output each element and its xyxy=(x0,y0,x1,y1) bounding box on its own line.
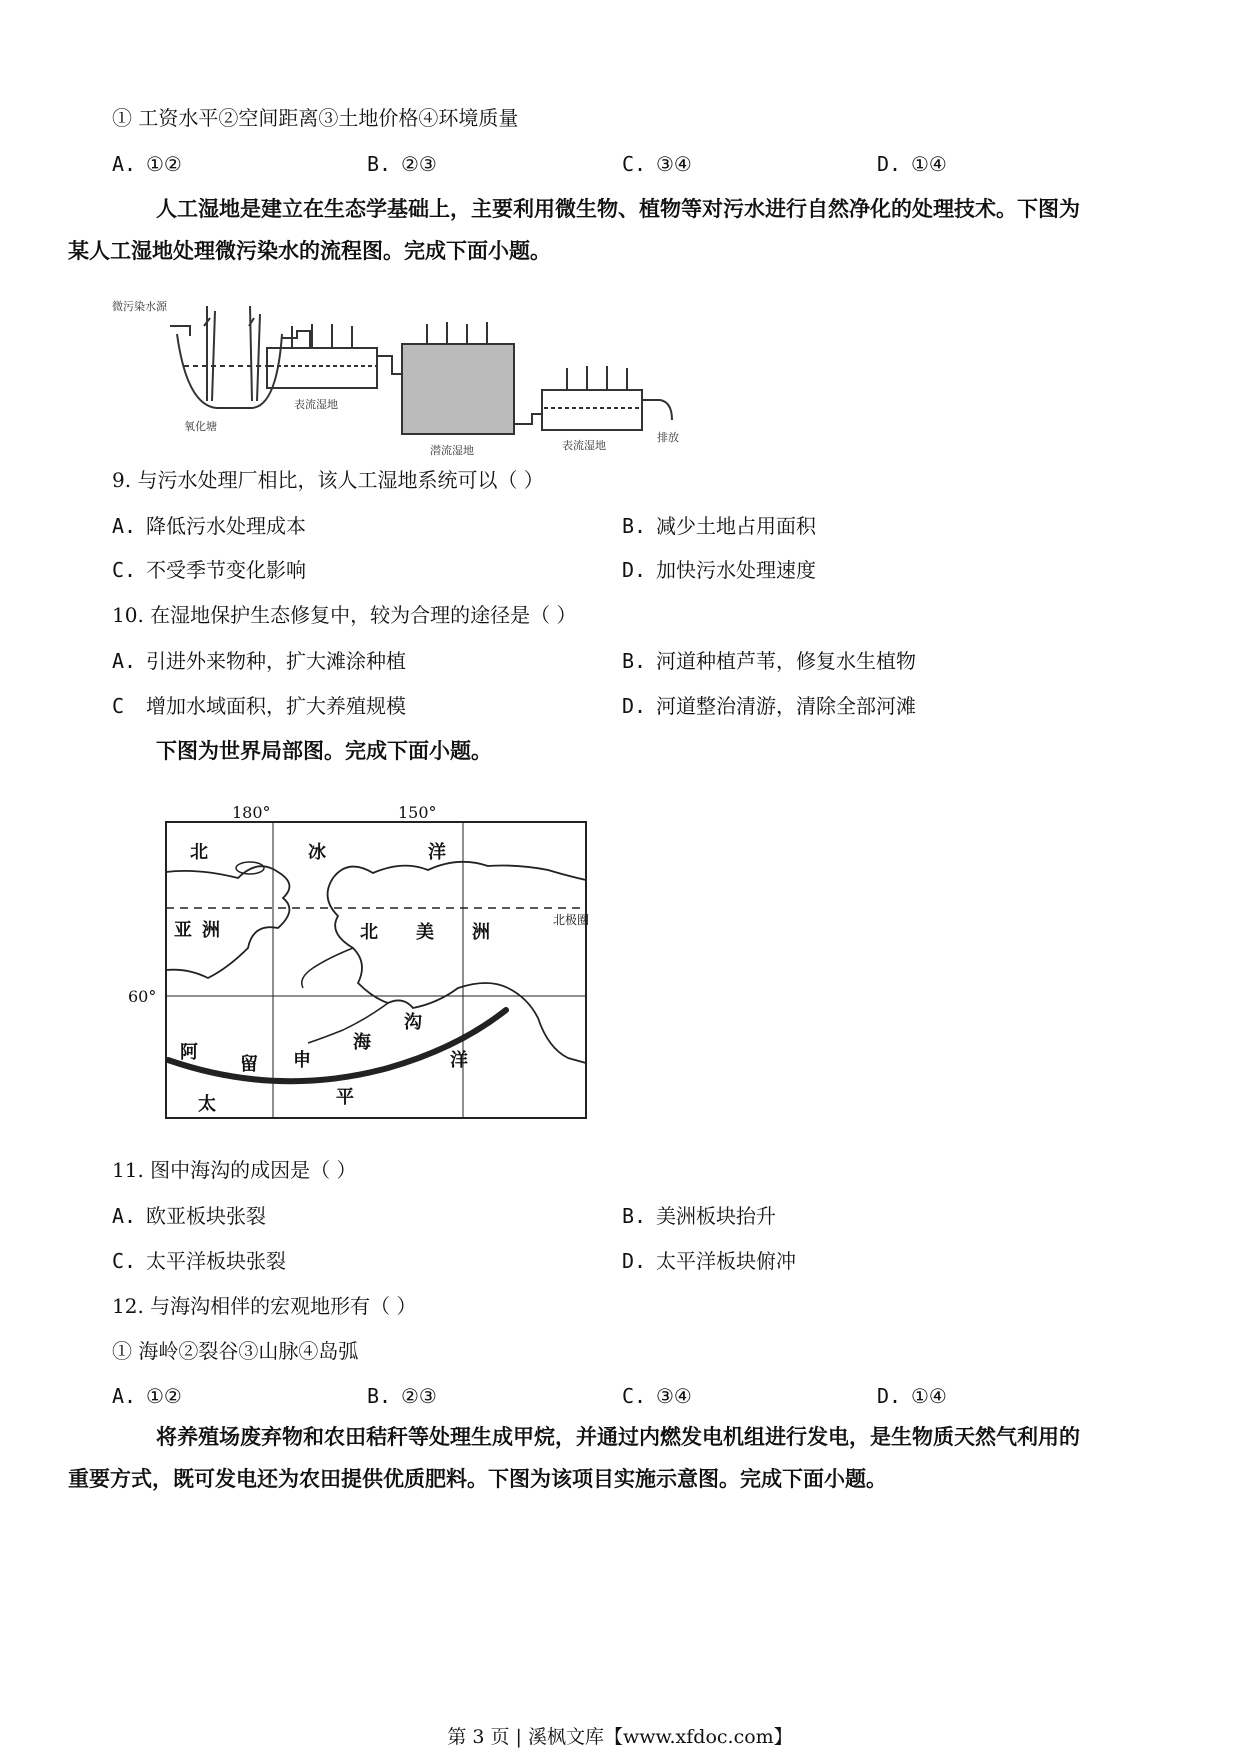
q10-option-c: C 增加水域面积，扩大养殖规模 xyxy=(112,694,406,718)
q11-option-b: B. 美洲板块抬升 xyxy=(622,1204,776,1228)
q11-option-c: C. 太平洋板块张裂 xyxy=(112,1249,286,1273)
q12-factors: ① 海岭②裂谷③山脉④岛弧 xyxy=(112,1339,359,1363)
map-label-bing: 冰 xyxy=(308,842,326,863)
world-partial-map xyxy=(128,798,598,1128)
passage-wetland xyxy=(68,188,1130,272)
map-label-zhou2: 洲 xyxy=(472,922,490,943)
passage-biogas-line2: 重要方式，既可发电还为农田提供优质肥料。下图为该项目实施示意图。完成下面小题。 xyxy=(68,1467,887,1491)
map-label-hai: 海 xyxy=(353,1032,371,1053)
map-label-zhou1: 洲 xyxy=(202,920,220,941)
lat-60-label: 60° xyxy=(128,987,157,1006)
passage-biogas-line1: 将养殖场废弃物和农田秸秆等处理生成甲烷，并通过内燃发电机组进行发电，是生物质天然气利用的 xyxy=(156,1425,1080,1449)
map-label-yang: 洋 xyxy=(428,842,446,863)
label-surface-wetland-1: 表流湿地 xyxy=(294,398,338,411)
passage-biogas xyxy=(68,1416,1130,1500)
label-inflow: 微污染水源 xyxy=(112,300,167,313)
q11-option-a: A. 欧亚板块张裂 xyxy=(112,1204,266,1228)
q12-option-b: B. ②③ xyxy=(367,1384,437,1408)
map-label-bei: 北 xyxy=(190,842,208,863)
passage-wetland-line1: 人工湿地是建立在生态学基础上，主要利用微生物、植物等对污水进行自然净化的处理技术。下图为 xyxy=(156,197,1080,221)
q9-option-a: A. 降低污水处理成本 xyxy=(112,514,306,538)
q10-option-b: B. 河道种植芦苇，修复水生植物 xyxy=(622,649,916,673)
map-label-bei2: 北 xyxy=(360,922,378,943)
q8-option-b: B. ②③ xyxy=(367,152,437,176)
map-label-a: 阿 xyxy=(180,1042,198,1063)
map-label-ya: 亚 xyxy=(174,920,192,941)
map-label-gou: 沟 xyxy=(404,1012,422,1033)
arctic-circle-label: 北极圈 xyxy=(553,913,590,927)
lon-150-label: 150° xyxy=(398,803,437,822)
map-label-yang2: 洋 xyxy=(450,1050,468,1071)
label-discharge: 排放 xyxy=(657,431,679,444)
q8-option-a: A. ①② xyxy=(112,152,182,176)
q9-option-b: B. 减少土地占用面积 xyxy=(622,514,816,538)
page-footer: 第 3 页 | 溪枫文库【www.xfdoc.com】 xyxy=(447,1726,793,1748)
q12-option-d: D. ①④ xyxy=(877,1384,947,1408)
passage-world-map: 下图为世界局部图。完成下面小题。 xyxy=(156,739,492,763)
map-label-liu: 留 xyxy=(240,1054,258,1075)
q12-stem: 12. 与海沟相伴的宏观地形有（ ） xyxy=(112,1294,417,1318)
label-oxidation-pond: 氧化塘 xyxy=(184,420,217,433)
q10-option-d: D. 河道整治清游，清除全部河滩 xyxy=(622,694,916,718)
map-label-shen: 申 xyxy=(293,1050,311,1071)
q11-option-d: D. 太平洋板块俯冲 xyxy=(622,1249,796,1273)
q9-option-c: C. 不受季节变化影响 xyxy=(112,558,306,582)
q12-option-a: A. ①② xyxy=(112,1384,182,1408)
map-label-mei: 美 xyxy=(416,922,434,943)
q12-option-c: C. ③④ xyxy=(622,1384,692,1408)
map-label-ping: 平 xyxy=(336,1087,354,1108)
passage-wetland-line2: 某人工湿地处理微污染水的流程图。完成下面小题。 xyxy=(68,239,551,263)
wetland-flow-diagram xyxy=(112,296,692,456)
q8-option-d: D. ①④ xyxy=(877,152,947,176)
label-surface-wetland-2: 表流湿地 xyxy=(562,439,606,452)
q10-option-a: A. 引进外来物种，扩大滩涂种植 xyxy=(112,649,406,673)
q8-factors: ① 工资水平②空间距离③土地价格④环境质量 xyxy=(112,106,519,130)
lon-180-label: 180° xyxy=(232,803,271,822)
q11-stem: 11. 图中海沟的成因是（ ） xyxy=(112,1158,357,1182)
label-subsurface-wetland: 潜流湿地 xyxy=(430,444,474,456)
map-label-tai: 太 xyxy=(198,1094,216,1115)
q8-option-c: C. ③④ xyxy=(622,152,692,176)
q9-option-d: D. 加快污水处理速度 xyxy=(622,558,816,582)
q10-stem: 10. 在湿地保护生态修复中，较为合理的途径是（ ） xyxy=(112,603,577,627)
q9-stem: 9. 与污水处理厂相比，该人工湿地系统可以（ ） xyxy=(112,468,544,492)
